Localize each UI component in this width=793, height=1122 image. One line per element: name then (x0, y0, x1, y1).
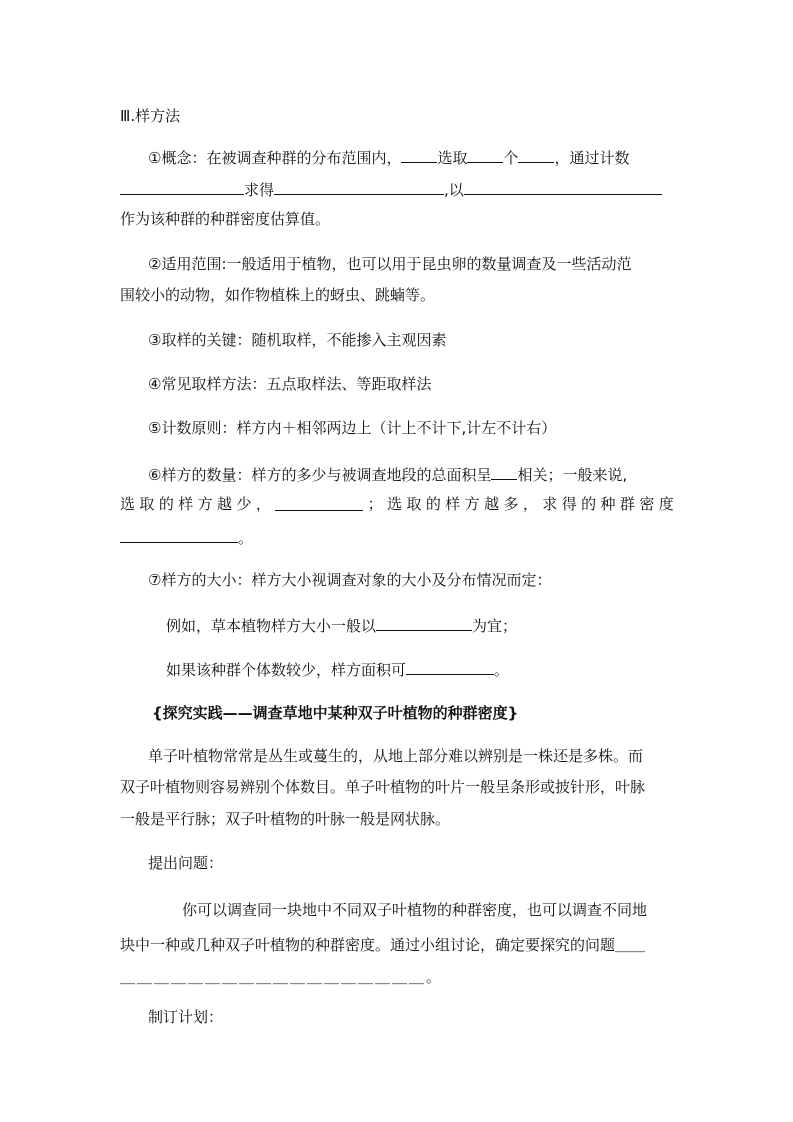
char: ， (255, 495, 271, 513)
intro-line-1: 单子叶植物常常是丛生或蔓生的，从地上部分难以辨别是一株还是多株。而 (148, 747, 644, 765)
sampling-key: ③取样的关键：随机取样，不能掺入主观因素 (148, 331, 447, 349)
fill-blank (376, 614, 472, 631)
fill-blank (275, 494, 363, 511)
question-line-2: 块中一种或几种双子叶植物的种群密度。通过小组讨论，确定要探究的问题＿＿ (120, 936, 646, 954)
size-text: 。 (494, 661, 510, 679)
question-line-3: ＿＿＿＿＿＿＿＿＿＿＿＿＿＿＿＿＿＿。 (120, 968, 444, 986)
size-line: ⑦样方的大小：样方大小视调查对象的大小及分布情况而定： (148, 571, 552, 589)
concept-text: 求得 (244, 181, 275, 199)
question-label: 提出问题： (148, 854, 224, 872)
fill-blank (518, 146, 554, 163)
quantity-text: 。 (238, 529, 254, 547)
char: 群 (619, 495, 635, 513)
fill-blank (491, 463, 517, 480)
concept-text: ,以 (444, 181, 464, 199)
char: 选 (120, 495, 136, 513)
quantity-text: 相关；一般来说, (517, 466, 628, 484)
char: 的 (581, 495, 597, 513)
counting-principle: ⑤计数原则：样方内＋相邻两边上（计上不计下,计左不计右） (148, 419, 557, 437)
concept-label: ①概念：在被调查种群的分布范围内， (148, 149, 402, 167)
sampling-methods: ④常见取样方法：五点取样法、等距取样法 (148, 375, 432, 393)
scope-line-2: 围较小的动物，如作物植株上的蚜虫、跳蝻等。 (120, 286, 436, 304)
intro-line-2: 双子叶植物则容易辨别个体数目。单子叶植物的叶片一般呈条形或披针形，叶脉 (120, 778, 646, 796)
plan-label: 制订计划： (148, 1008, 224, 1026)
char: 样 (445, 495, 461, 513)
quantity-text: ⑥样方的数量：样方的多少与被调查地段的总面积呈 (148, 466, 492, 484)
char: ， (522, 495, 538, 513)
char: 度 (658, 495, 674, 513)
char: 种 (600, 495, 616, 513)
char: 越 (484, 495, 500, 513)
fill-blank (401, 146, 437, 163)
size-example-1 (166, 614, 517, 636)
concept-text: ，通过计数 (554, 149, 630, 167)
char: 少 (236, 495, 252, 513)
fill-blank (406, 658, 494, 675)
fill-blank (467, 146, 503, 163)
char: 越 (217, 495, 233, 513)
char: 选 (387, 495, 403, 513)
concept-line-1 (148, 146, 630, 168)
char: 取 (406, 495, 422, 513)
char: 密 (639, 495, 655, 513)
char: ； (367, 495, 383, 513)
size-text: 如果该种群个体数较少，样方面积可 (166, 661, 407, 679)
char: 求 (542, 495, 558, 513)
intro-line-3: 一般是平行脉；双子叶植物的叶脉一般是网状脉。 (120, 810, 451, 828)
concept-text: 选取 (437, 149, 468, 167)
scope-line-1: ②适用范围:一般适用于植物，也可以用于昆虫卵的数量调查及一些活动范 (148, 255, 632, 273)
char: 取 (139, 495, 155, 513)
practice-title: {探究实践——调查草地中某种双子叶植物的种群密度} (152, 704, 519, 722)
fill-blank (464, 178, 662, 195)
quantity-line-1 (148, 463, 627, 485)
char: 的 (425, 495, 441, 513)
concept-line-2 (120, 178, 662, 200)
size-example-2 (166, 658, 509, 680)
fill-blank (120, 526, 238, 543)
concept-line-3: 作为该种群的种群密度估算值。 (120, 210, 331, 228)
fill-blank (120, 178, 244, 195)
char: 得 (561, 495, 577, 513)
char: 样 (178, 495, 194, 513)
size-text: 为宜； (472, 617, 518, 635)
concept-text: 个 (503, 149, 519, 167)
char: 方 (197, 495, 213, 513)
question-line-1: 你可以调查同一块地中不同双子叶植物的种群密度，也可以调查不同地 (182, 901, 648, 919)
char: 多 (503, 495, 519, 513)
char: 的 (158, 495, 174, 513)
size-text: 例如，草本植物样方大小一般以 (166, 617, 377, 635)
fill-blank (274, 178, 444, 195)
quantity-line-2 (120, 494, 674, 514)
section-heading: Ⅲ.样方法 (120, 107, 181, 125)
char: 方 (464, 495, 480, 513)
quantity-line-3 (120, 526, 253, 548)
